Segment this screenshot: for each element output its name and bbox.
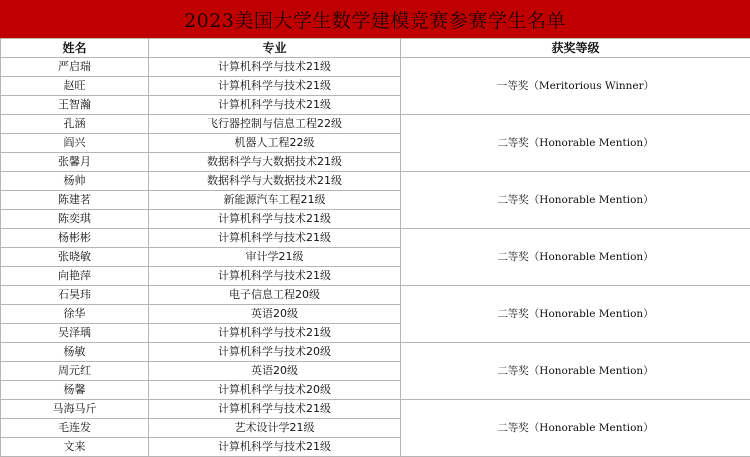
header-major: 专业 — [149, 39, 401, 58]
student-name-cell: 毛连发 — [1, 419, 149, 438]
award-cell: 二等奖（Honorable Mention） — [401, 172, 750, 229]
major-cell: 计算机科学与技术20级 — [149, 381, 401, 400]
table-row — [1, 286, 750, 305]
table-row — [1, 58, 750, 77]
student-name-cell: 张晓敏 — [1, 248, 149, 267]
award-cell: 二等奖（Honorable Mention） — [401, 400, 750, 457]
student-name-cell: 马海马斤 — [1, 400, 149, 419]
major-cell: 审计学21级 — [149, 248, 401, 267]
table-row — [1, 229, 750, 248]
student-name-cell: 吴泽瑀 — [1, 324, 149, 343]
major-cell: 计算机科学与技术20级 — [149, 343, 401, 362]
major-cell: 计算机科学与技术21级 — [149, 400, 401, 419]
major-cell: 英语20级 — [149, 362, 401, 381]
major-cell: 数据科学与大数据技术21级 — [149, 153, 401, 172]
major-cell: 计算机科学与技术21级 — [149, 267, 401, 286]
student-table — [0, 38, 750, 457]
major-cell: 英语20级 — [149, 305, 401, 324]
header-row — [1, 39, 750, 58]
student-name-cell: 杨馨 — [1, 381, 149, 400]
major-cell: 艺术设计学21级 — [149, 419, 401, 438]
student-name-cell: 徐华 — [1, 305, 149, 324]
student-name-cell: 周元红 — [1, 362, 149, 381]
table-row — [1, 343, 750, 362]
table-row — [1, 172, 750, 191]
major-cell: 计算机科学与技术21级 — [149, 58, 401, 77]
table-body — [1, 58, 750, 457]
major-cell: 机器人工程22级 — [149, 134, 401, 153]
student-name-cell: 杨帅 — [1, 172, 149, 191]
major-cell: 计算机科学与技术21级 — [149, 96, 401, 115]
header-name: 姓名 — [1, 39, 149, 58]
award-cell: 二等奖（Honorable Mention） — [401, 343, 750, 400]
major-cell: 计算机科学与技术21级 — [149, 324, 401, 343]
student-name-cell: 文来 — [1, 438, 149, 457]
major-cell: 计算机科学与技术21级 — [149, 210, 401, 229]
major-cell: 电子信息工程20级 — [149, 286, 401, 305]
student-name-cell: 向艳萍 — [1, 267, 149, 286]
student-name-cell: 孔涵 — [1, 115, 149, 134]
student-name-cell: 杨彬彬 — [1, 229, 149, 248]
major-cell: 计算机科学与技术21级 — [149, 229, 401, 248]
student-name-cell: 阎兴 — [1, 134, 149, 153]
table-row — [1, 115, 750, 134]
major-cell: 新能源汽车工程21级 — [149, 191, 401, 210]
student-name-cell: 陈建茗 — [1, 191, 149, 210]
student-name-cell: 赵旺 — [1, 77, 149, 96]
award-cell: 二等奖（Honorable Mention） — [401, 115, 750, 172]
major-cell: 飞行器控制与信息工程22级 — [149, 115, 401, 134]
student-name-cell: 严启瑞 — [1, 58, 149, 77]
major-cell: 计算机科学与技术21级 — [149, 77, 401, 96]
student-name-cell: 王智瀚 — [1, 96, 149, 115]
header-award: 获奖等级 — [401, 39, 750, 58]
award-cell: 一等奖（Meritorious Winner） — [401, 58, 750, 115]
page-title: 2023美国大学生数学建模竞赛参赛学生名单 — [184, 9, 566, 32]
student-name-cell: 张馨月 — [1, 153, 149, 172]
student-name-cell: 石昊玮 — [1, 286, 149, 305]
student-name-cell: 杨敏 — [1, 343, 149, 362]
award-cell: 二等奖（Honorable Mention） — [401, 286, 750, 343]
table-row — [1, 400, 750, 419]
award-cell: 二等奖（Honorable Mention） — [401, 229, 750, 286]
title-bar — [0, 0, 750, 38]
major-cell: 计算机科学与技术21级 — [149, 438, 401, 457]
student-name-cell: 陈奕琪 — [1, 210, 149, 229]
major-cell: 数据科学与大数据技术21级 — [149, 172, 401, 191]
